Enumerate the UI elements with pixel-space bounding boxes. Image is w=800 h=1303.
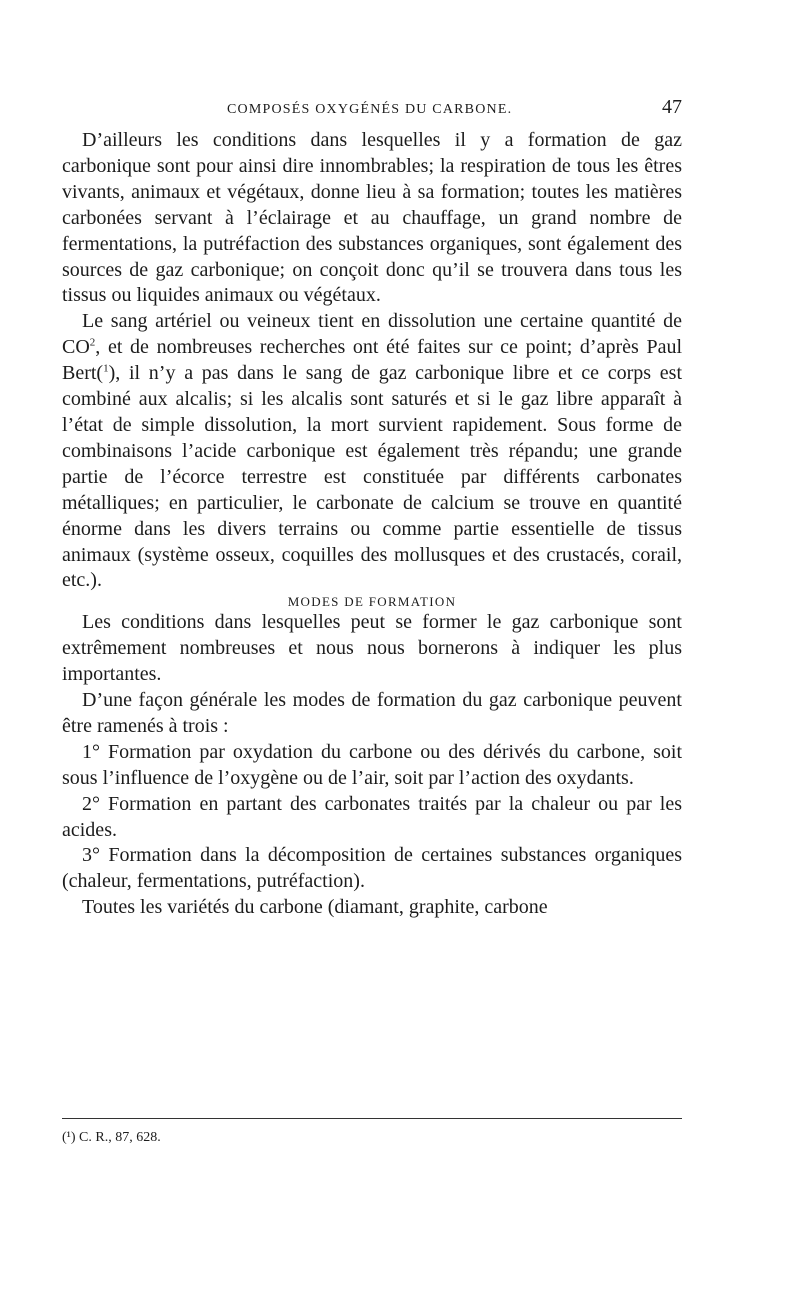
list-item: 2° Formation en partant des carbonates traités par la chaleur ou par les acides. (62, 792, 682, 841)
section-heading: MODES DE FORMATION (287, 594, 457, 610)
text-run: ), il n’y a pas dans le sang de gaz carbonique libre et ce corps est combiné aux alcalis; si les alcalis sont saturés et si le gaz libre apparaît à l’état de simple dissolution, la mort survient rapidement. Sous forme de combinaisons l’acide carbonique est également très répandu; une grande partie de l’écorce terrestre est constituée par différents carbonates métalliques; en particulier, le carbonate de calcium se trouve en quantité énorme dans les divers terrains ou comme partie essentielle de tissus animaux (système osseux, coquilles des mollusques et des crustacés, corail, etc.). (62, 362, 682, 592)
body-text (62, 128, 682, 921)
superscript: 2 (89, 336, 96, 349)
page-header (62, 96, 682, 126)
page-number: 47 (662, 96, 682, 118)
footnote-divider (62, 1118, 682, 1119)
paragraph (62, 309, 682, 594)
text-run: , et de nombreuses recherches ont été faites sur ce point; d’après Paul Bert( (62, 336, 682, 385)
text-run: Le sang artériel ou veineux tient en dissolution une certaine quantité de CO (62, 310, 682, 359)
list-item: 3° Formation dans la décomposition de certaines substances organiques (chaleur, fermentations, putréfaction). (62, 844, 682, 893)
footnote-ref[interactable]: 1 (103, 362, 109, 375)
footnote: (¹) C. R., 87, 628. (62, 1130, 161, 1145)
paragraph: D’ailleurs les conditions dans lesquelles il y a formation de gaz carbonique sont pour ainsi dire innombrables; la respiration de tous les êtres vivants, animaux et végétaux, donne lieu à sa formation; toutes les matières carbonées servant à l’éclairage et au chauffage, un grand nombre de fermentations, la putréfaction des substances organiques, sont également des sources de gaz carbonique; on conçoit donc qu’il se trouvera dans tous les tissus ou liquides animaux ou végétaux. (62, 129, 682, 307)
paragraph: Toutes les variétés du carbone (diamant, graphite, carbone (82, 896, 548, 919)
list-item: 1° Formation par oxydation du carbone ou des dérivés du carbone, soit sous l’influence de l’oxygène ou de l’air, soit par l’action des oxydants. (62, 740, 682, 789)
paragraph: D’une façon générale les modes de formation du gaz carbonique peuvent être ramenés à trois : (62, 689, 682, 737)
paragraph: Les conditions dans lesquelles peut se former le gaz carbonique sont extrêmement nombreuses et nous nous bornerons à indiquer les plus importantes. (62, 611, 682, 686)
running-title: COMPOSÉS OXYGÉNÉS DU CARBONE. (227, 102, 513, 117)
